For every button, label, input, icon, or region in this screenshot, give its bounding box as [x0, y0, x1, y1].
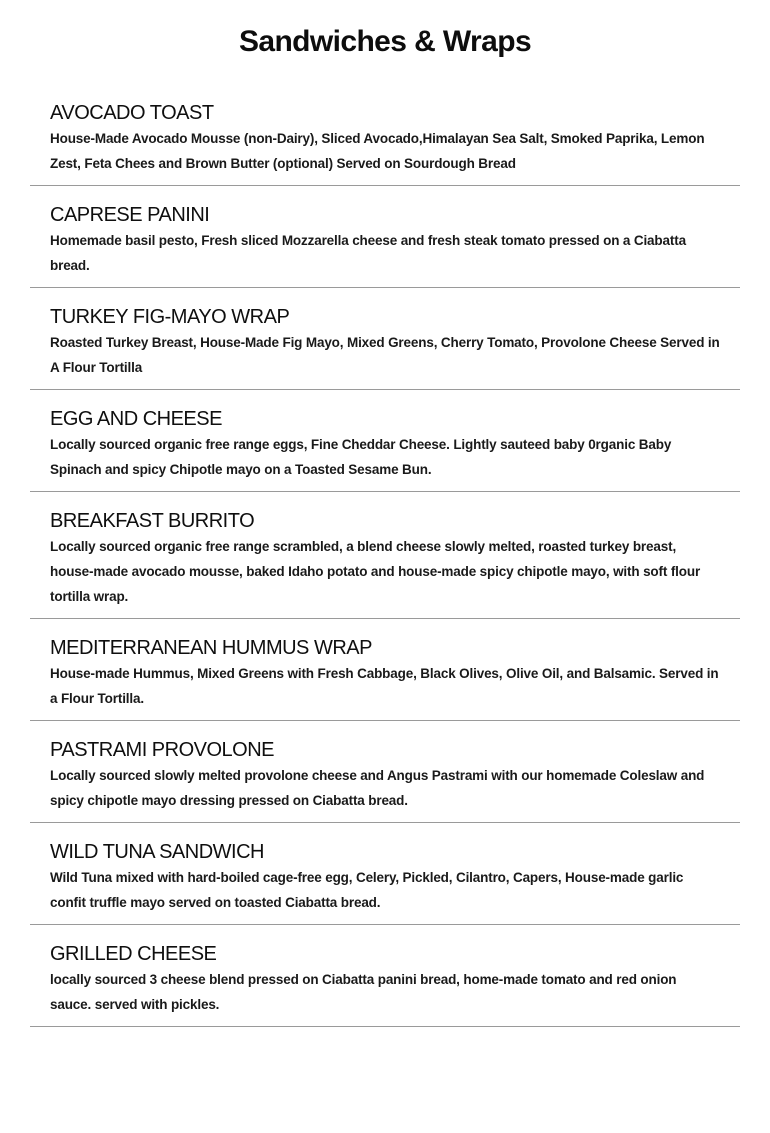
item-description: House-made Hummus, Mixed Greens with Fresh Cabbage, Black Olives, Olive Oil, and Balsamic. Served in a Flour Tortilla. — [50, 666, 719, 706]
menu-item-avocado-toast — [30, 98, 740, 186]
menu-list — [0, 98, 770, 1027]
item-name: GRILLED CHEESE — [50, 943, 217, 965]
item-name: WILD TUNA SANDWICH — [50, 841, 264, 863]
item-name: BREAKFAST BURRITO — [50, 510, 255, 532]
item-name: TURKEY FIG-MAYO WRAP — [50, 306, 290, 328]
page-title: Sandwiches & Wraps — [238, 25, 532, 58]
item-description: House-Made Avocado Mousse (non-Dairy), Sliced Avocado,Himalayan Sea Salt, Smoked Paprika, Lemon Zest, Feta Chees and Brown Butter (optional) Served on Sourdough Bread — [50, 131, 705, 171]
item-description: Locally sourced organic free range scrambled, a blend cheese slowly melted, roasted turkey breast, house-made avocado mousse, baked Idaho potato and house-made spicy chipotle mayo, with soft flour tortilla wrap. — [50, 539, 701, 604]
item-description: Homemade basil pesto, Fresh sliced Mozzarella cheese and fresh steak tomato pressed on a Ciabatta bread. — [50, 233, 686, 273]
item-name: CAPRESE PANINI — [50, 204, 210, 226]
item-description: Wild Tuna mixed with hard-boiled cage-free egg, Celery, Pickled, Cilantro, Capers, House-made garlic confit truffle mayo served on toasted Ciabatta bread. — [50, 870, 684, 910]
item-name: MEDITERRANEAN HUMMUS WRAP — [50, 637, 372, 659]
item-description: Roasted Turkey Breast, House-Made Fig Mayo, Mixed Greens, Cherry Tomato, Provolone Cheese Served in A Flour Tortilla — [50, 335, 720, 375]
menu-item-grilled-cheese — [30, 939, 740, 1027]
item-name: AVOCADO TOAST — [50, 102, 214, 124]
menu-item-wild-tuna-sandwich — [30, 837, 740, 925]
menu-item-turkey-fig-mayo-wrap — [30, 302, 740, 390]
item-name: EGG AND CHEESE — [50, 408, 222, 430]
menu-item-pastrami-provolone — [30, 735, 740, 823]
item-description: Locally sourced organic free range eggs, Fine Cheddar Cheese. Lightly sauteed baby 0rganic Baby Spinach and spicy Chipotle mayo on a Toasted Sesame Bun. — [50, 437, 672, 477]
menu-item-breakfast-burrito — [30, 506, 740, 619]
menu-item-caprese-panini — [30, 200, 740, 288]
menu-item-mediterranean-hummus-wrap — [30, 633, 740, 721]
item-description: Locally sourced slowly melted provolone cheese and Angus Pastrami with our homemade Coleslaw and spicy chipotle mayo dressing pressed on Ciabatta bread. — [50, 768, 705, 808]
item-name: PASTRAMI PROVOLONE — [50, 739, 275, 761]
item-description: locally sourced 3 cheese blend pressed on Ciabatta panini bread, home-made tomato and red onion sauce. served with pickles. — [50, 972, 677, 1012]
menu-item-egg-and-cheese — [30, 404, 740, 492]
